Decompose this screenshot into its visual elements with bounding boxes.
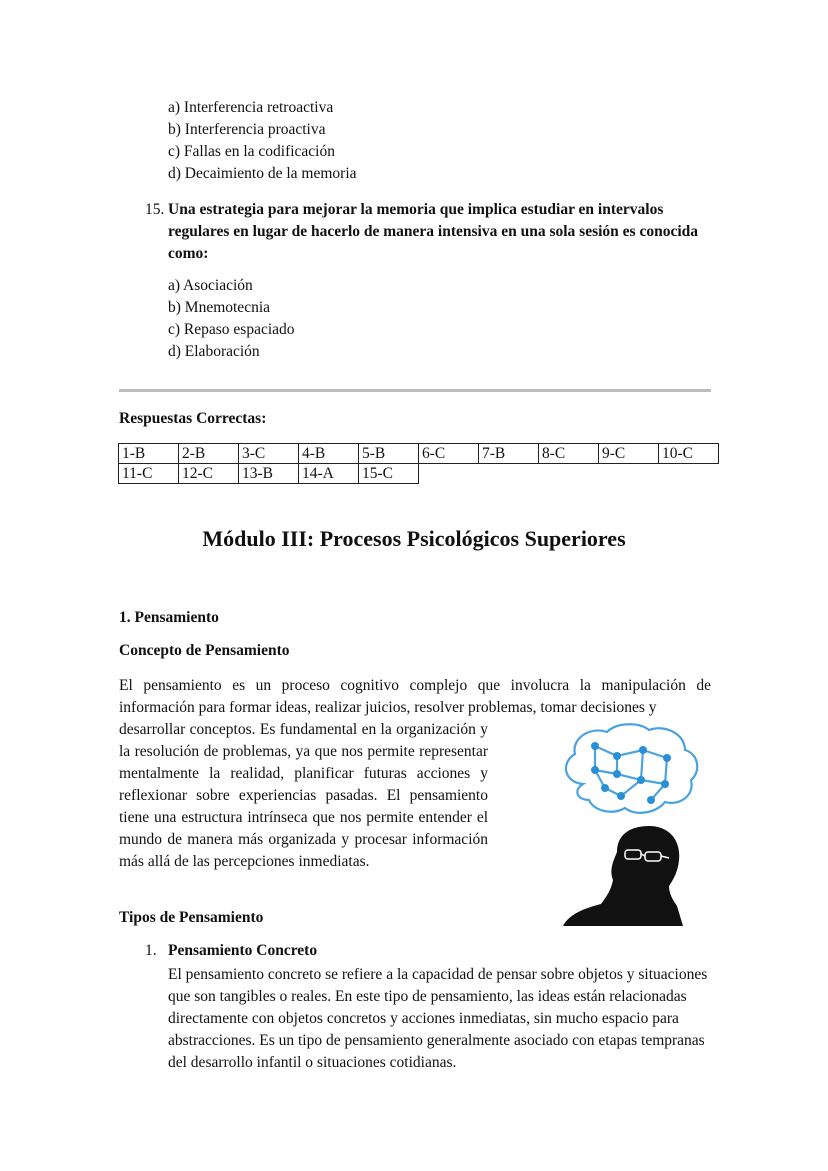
- empty-cell: [419, 464, 719, 484]
- answer-cell: 2-B: [179, 444, 239, 464]
- answer-cell: 10-C: [659, 444, 719, 464]
- answer-cell: 9-C: [599, 444, 659, 464]
- answer-cell: 11-C: [119, 464, 179, 484]
- answer-cell: 3-C: [239, 444, 299, 464]
- answers-row-1: [119, 444, 719, 464]
- module-title: Módulo III: Procesos Psicológicos Superiores: [202, 526, 626, 551]
- answer-cell: 6-C: [419, 444, 479, 464]
- item-1-text: El pensamiento concreto se refiere a la capacidad de pensar sobre objetos y situaciones que son tangibles o reales. En este tipo de pensamiento, las ideas están relacionadas directamente con objetos concretos y acciones inmediatas, sin mucho espacio para abstracciones. Es un tipo de pensamiento generalmente asociado con etapas tempranas del desarrollo infantil o situaciones cotidianas.: [168, 966, 708, 1071]
- answer-cell: 15-C: [359, 464, 419, 484]
- q14-option-c: c) Fallas en la codificación: [168, 143, 335, 160]
- answer-cell: 13-B: [239, 464, 299, 484]
- answer-cell: 7-B: [479, 444, 539, 464]
- q14-option-a: a) Interferencia retroactiva: [168, 99, 334, 116]
- answer-cell: 4-B: [299, 444, 359, 464]
- thinking-head-illustration: [555, 722, 705, 930]
- answers-row-2: [119, 464, 719, 484]
- item-1-number: 1.: [145, 942, 157, 959]
- answer-cell: 12-C: [179, 464, 239, 484]
- answer-cell: 1-B: [119, 444, 179, 464]
- answers-table: [118, 443, 719, 484]
- types-heading: Tipos de Pensamiento: [119, 909, 264, 926]
- concept-wrap-text: desarrollar conceptos. Es fundamental en la organización y la resolución de problemas, ya que nos permite representar mentalmente la realidad, planificar futuras acciones y reflexionar sobre experiencias pasadas. El pensamiento tiene una estructura intrínseca que nos permite entender el mundo de manera más organizada y procesar información más allá de las percepciones inmediatas.: [119, 721, 488, 870]
- answer-cell: 14-A: [299, 464, 359, 484]
- section-heading: 1. Pensamiento: [119, 609, 219, 626]
- q15-option-c: c) Repaso espaciado: [168, 321, 295, 338]
- brain-nodes: [591, 742, 671, 804]
- concept-heading: Concepto de Pensamiento: [119, 642, 290, 659]
- q14-option-b: b) Interferencia proactiva: [168, 121, 326, 138]
- question-15: [145, 199, 725, 265]
- horizontal-rule: [119, 389, 711, 392]
- q15-option-b: b) Mnemotecnia: [168, 299, 271, 316]
- q15-option-d: d) Elaboración: [168, 343, 260, 360]
- brain-network-icon: [566, 724, 697, 813]
- item-1-title: Pensamiento Concreto: [168, 942, 318, 959]
- head-silhouette-icon: [563, 826, 683, 926]
- answers-title: Respuestas Correctas:: [119, 410, 267, 427]
- answer-cell: 5-B: [359, 444, 419, 464]
- question-15-text: Una estrategia para mejorar la memoria que implica estudiar en intervalos regulares en lugar de hacerlo de manera intensiva en una sola sesión es conocida como:: [168, 201, 699, 262]
- q15-option-a: a) Asociación: [168, 277, 253, 294]
- concept-intro: El pensamiento es un proceso cognitivo complejo que involucra la manipulación de información para formar ideas, realizar juicios, resolver problemas, tomar decisiones y: [119, 677, 711, 716]
- answer-cell: 8-C: [539, 444, 599, 464]
- q14-option-d: d) Decaimiento de la memoria: [168, 165, 357, 182]
- question-15-number: 15.: [145, 201, 165, 218]
